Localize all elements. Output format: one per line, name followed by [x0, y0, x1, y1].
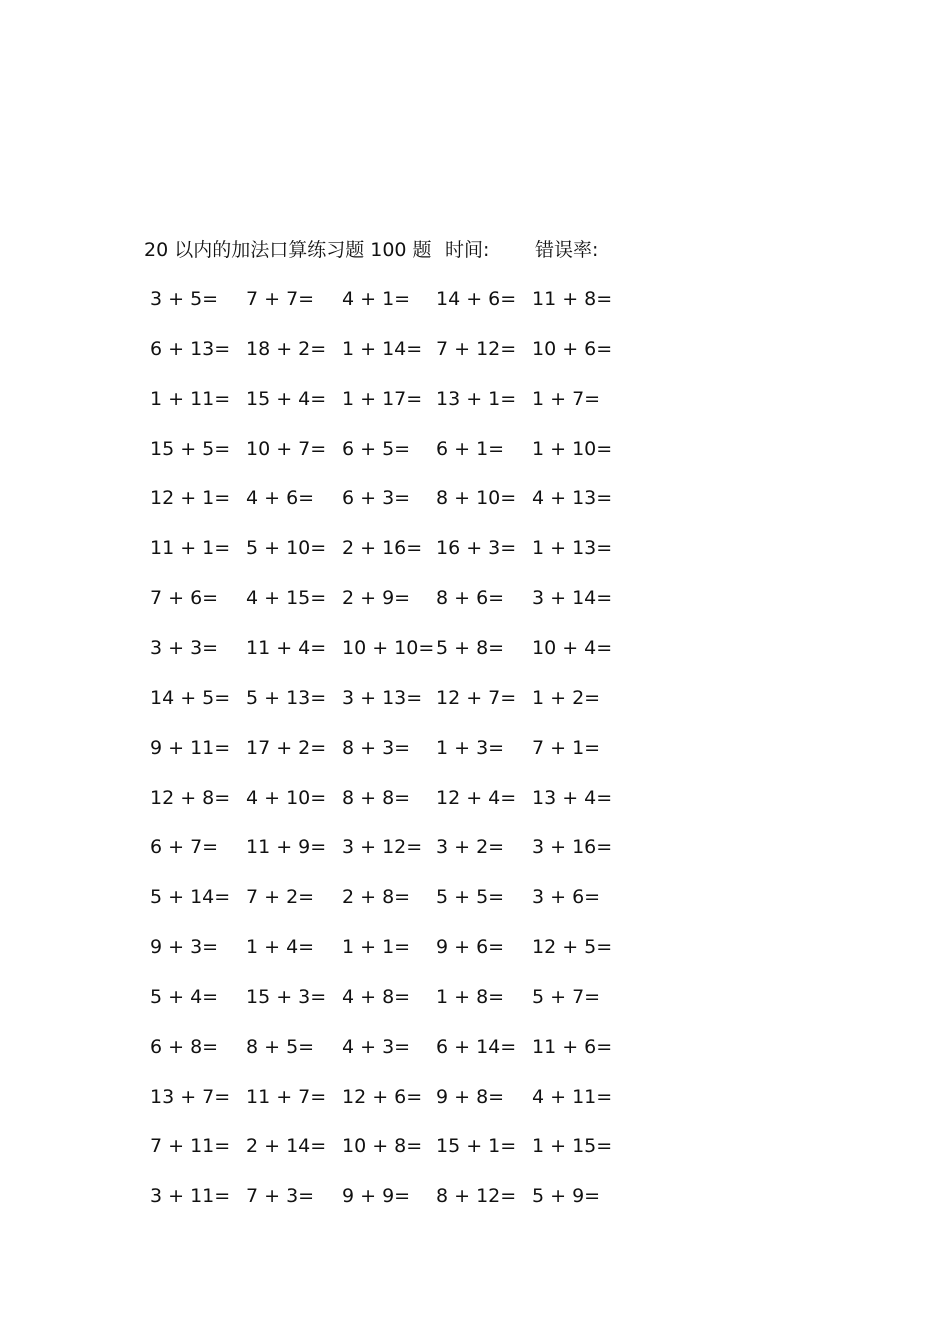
problem-item: 12 + 8=: [150, 787, 231, 809]
problem-row: [0, 583, 950, 613]
problem-item: 18 + 2=: [246, 338, 327, 360]
error-rate-label: 错误率:: [535, 239, 599, 261]
problem-item: 16 + 3=: [436, 537, 517, 559]
problem-row: [0, 932, 950, 962]
problem-item: 5 + 7=: [532, 986, 601, 1008]
worksheet-title: 20 以内的加法口算练习题 100 题: [144, 239, 432, 261]
problem-item: 13 + 4=: [532, 787, 613, 809]
problem-item: 7 + 3=: [246, 1185, 315, 1207]
problem-item: 6 + 13=: [150, 338, 231, 360]
problem-item: 1 + 4=: [246, 936, 315, 958]
problem-row: [0, 533, 950, 563]
problem-item: 2 + 9=: [342, 587, 411, 609]
problem-item: 5 + 9=: [532, 1185, 601, 1207]
problem-item: 8 + 5=: [246, 1036, 315, 1058]
problem-item: 11 + 8=: [532, 288, 613, 310]
problem-item: 1 + 13=: [532, 537, 613, 559]
problem-item: 6 + 5=: [342, 438, 411, 460]
problem-item: 10 + 4=: [532, 637, 613, 659]
problem-item: 7 + 12=: [436, 338, 517, 360]
problem-row: [0, 334, 950, 364]
problem-item: 5 + 13=: [246, 687, 327, 709]
problem-item: 1 + 8=: [436, 986, 505, 1008]
problem-row: [0, 982, 950, 1012]
problem-item: 5 + 5=: [436, 886, 505, 908]
problem-row: [0, 733, 950, 763]
problem-item: 8 + 12=: [436, 1185, 517, 1207]
problem-row: [0, 1032, 950, 1062]
problem-item: 7 + 2=: [246, 886, 315, 908]
problem-item: 15 + 5=: [150, 438, 231, 460]
problem-item: 4 + 15=: [246, 587, 327, 609]
problem-item: 15 + 1=: [436, 1135, 517, 1157]
problem-item: 3 + 14=: [532, 587, 613, 609]
problem-item: 4 + 13=: [532, 487, 613, 509]
problem-item: 13 + 7=: [150, 1086, 231, 1108]
problem-row: [0, 832, 950, 862]
problem-item: 6 + 14=: [436, 1036, 517, 1058]
problem-item: 3 + 16=: [532, 836, 613, 858]
problem-item: 12 + 5=: [532, 936, 613, 958]
problem-item: 8 + 3=: [342, 737, 411, 759]
problem-item: 3 + 5=: [150, 288, 219, 310]
problem-item: 5 + 4=: [150, 986, 219, 1008]
problem-item: 11 + 6=: [532, 1036, 613, 1058]
problem-row: [0, 683, 950, 713]
problem-item: 4 + 8=: [342, 986, 411, 1008]
problem-item: 9 + 3=: [150, 936, 219, 958]
problem-item: 3 + 6=: [532, 886, 601, 908]
problem-item: 8 + 8=: [342, 787, 411, 809]
problem-item: 12 + 7=: [436, 687, 517, 709]
problem-item: 17 + 2=: [246, 737, 327, 759]
problem-item: 5 + 10=: [246, 537, 327, 559]
problem-item: 4 + 10=: [246, 787, 327, 809]
problem-row: [0, 1082, 950, 1112]
problem-item: 10 + 8=: [342, 1135, 423, 1157]
problem-item: 3 + 13=: [342, 687, 423, 709]
problem-item: 1 + 1=: [342, 936, 411, 958]
time-label: 时间:: [445, 239, 490, 261]
problem-item: 1 + 10=: [532, 438, 613, 460]
problem-item: 10 + 10=: [342, 637, 435, 659]
problem-item: 12 + 4=: [436, 787, 517, 809]
problem-item: 11 + 4=: [246, 637, 327, 659]
problem-item: 8 + 6=: [436, 587, 505, 609]
problem-item: 11 + 7=: [246, 1086, 327, 1108]
problem-item: 9 + 6=: [436, 936, 505, 958]
problem-item: 6 + 1=: [436, 438, 505, 460]
problem-item: 15 + 3=: [246, 986, 327, 1008]
problem-item: 9 + 8=: [436, 1086, 505, 1108]
problem-item: 10 + 7=: [246, 438, 327, 460]
problem-item: 6 + 7=: [150, 836, 219, 858]
problem-item: 1 + 3=: [436, 737, 505, 759]
problem-item: 2 + 8=: [342, 886, 411, 908]
problem-item: 2 + 14=: [246, 1135, 327, 1157]
problem-row: [0, 783, 950, 813]
problem-row: [0, 483, 950, 513]
problem-item: 3 + 11=: [150, 1185, 231, 1207]
problem-item: 9 + 11=: [150, 737, 231, 759]
problem-item: 11 + 1=: [150, 537, 231, 559]
problem-row: [0, 882, 950, 912]
problem-row: [0, 434, 950, 464]
problem-item: 1 + 14=: [342, 338, 423, 360]
problem-item: 11 + 9=: [246, 836, 327, 858]
problem-item: 5 + 14=: [150, 886, 231, 908]
problem-item: 9 + 9=: [342, 1185, 411, 1207]
problem-item: 3 + 2=: [436, 836, 505, 858]
problem-item: 4 + 1=: [342, 288, 411, 310]
problem-item: 14 + 5=: [150, 687, 231, 709]
problem-row: [0, 384, 950, 414]
problem-item: 1 + 7=: [532, 388, 601, 410]
problem-item: 6 + 8=: [150, 1036, 219, 1058]
problem-item: 4 + 11=: [532, 1086, 613, 1108]
problem-item: 7 + 7=: [246, 288, 315, 310]
problem-item: 7 + 11=: [150, 1135, 231, 1157]
problem-item: 6 + 3=: [342, 487, 411, 509]
problem-row: [0, 284, 950, 314]
problem-row: [0, 1181, 950, 1211]
problem-item: 1 + 17=: [342, 388, 423, 410]
problem-item: 1 + 15=: [532, 1135, 613, 1157]
problem-item: 2 + 16=: [342, 537, 423, 559]
problem-item: 5 + 8=: [436, 637, 505, 659]
problem-item: 15 + 4=: [246, 388, 327, 410]
problem-item: 1 + 2=: [532, 687, 601, 709]
problem-item: 3 + 3=: [150, 637, 219, 659]
problem-item: 8 + 10=: [436, 487, 517, 509]
problem-item: 1 + 11=: [150, 388, 231, 410]
problem-item: 7 + 1=: [532, 737, 601, 759]
problem-item: 12 + 1=: [150, 487, 231, 509]
problem-item: 10 + 6=: [532, 338, 613, 360]
problem-row: [0, 633, 950, 663]
problem-item: 14 + 6=: [436, 288, 517, 310]
problem-item: 4 + 6=: [246, 487, 315, 509]
problem-item: 7 + 6=: [150, 587, 219, 609]
problem-item: 13 + 1=: [436, 388, 517, 410]
problem-item: 12 + 6=: [342, 1086, 423, 1108]
problem-item: 3 + 12=: [342, 836, 423, 858]
problem-row: [0, 1131, 950, 1161]
problem-item: 4 + 3=: [342, 1036, 411, 1058]
